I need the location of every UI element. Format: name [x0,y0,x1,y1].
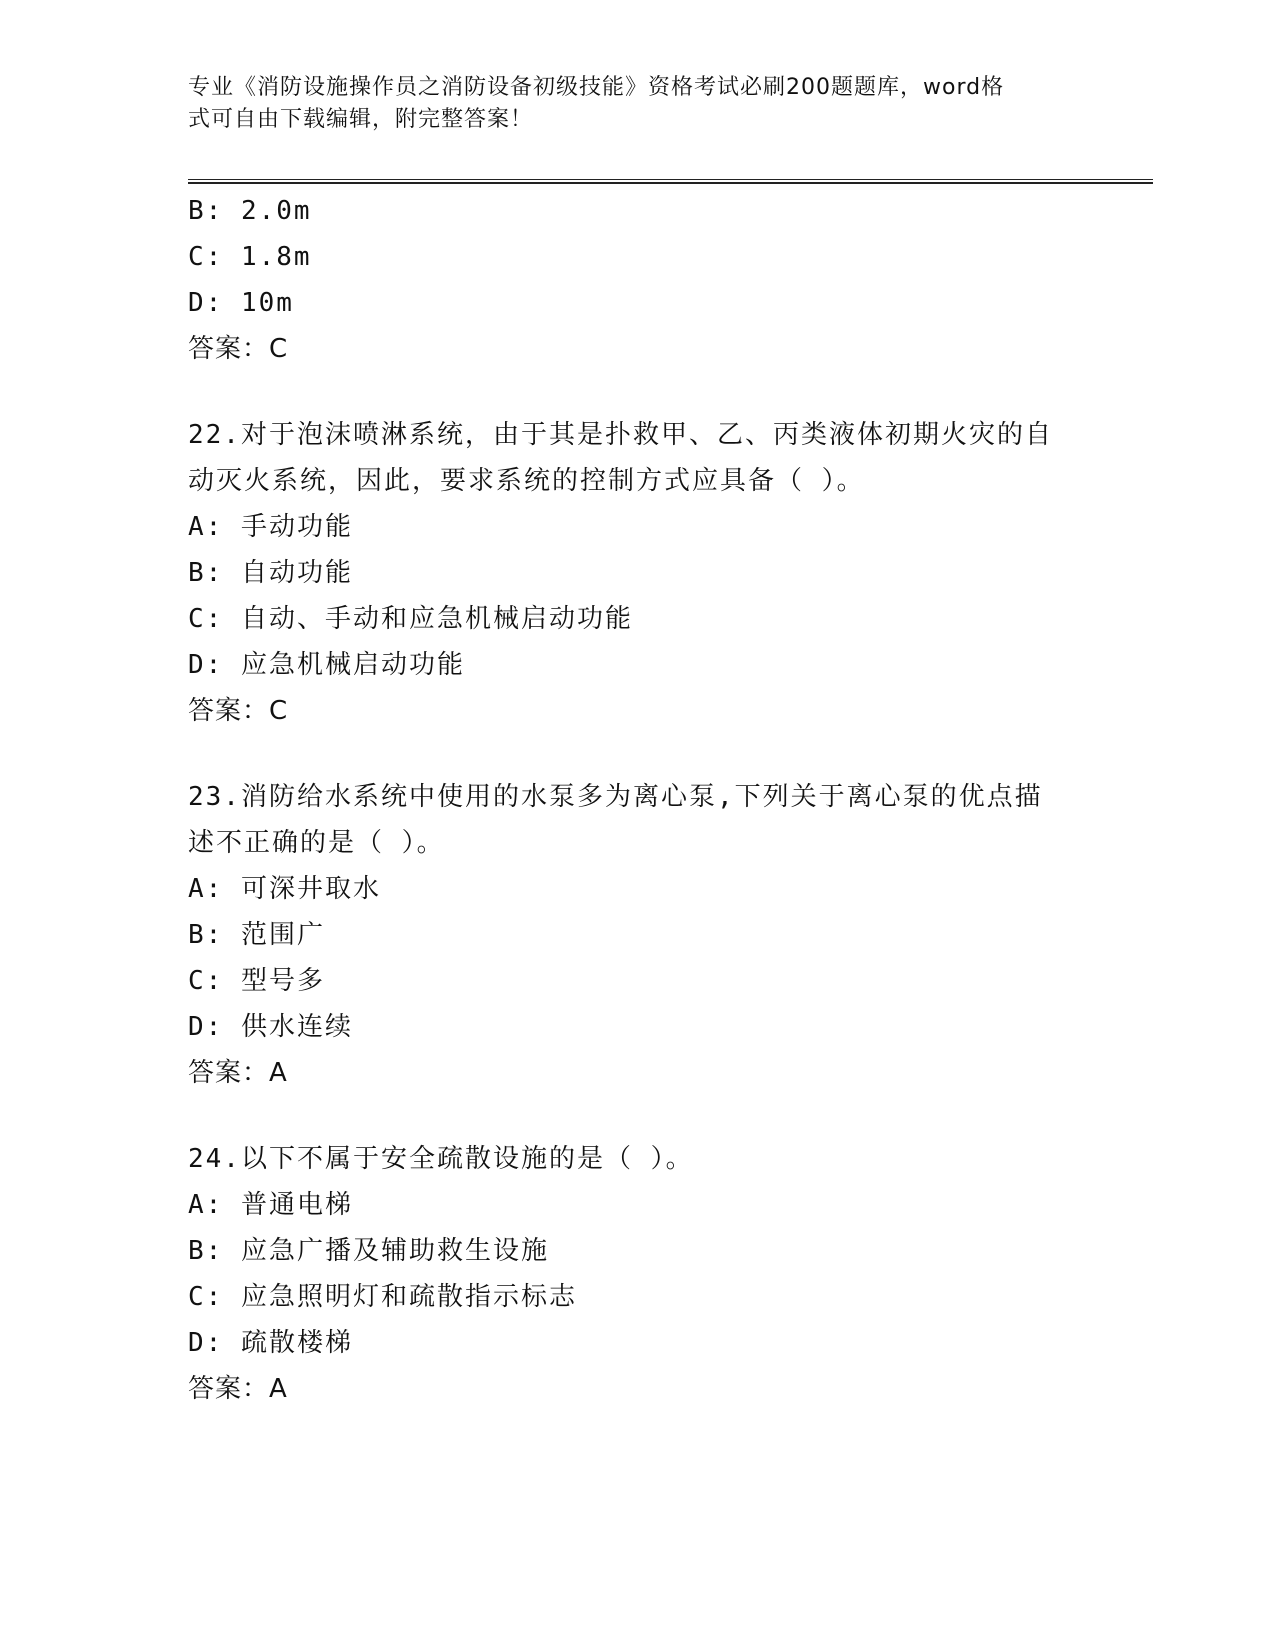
question-22 [188,412,1088,734]
answer: 答案：C [188,334,289,364]
answer: 答案：C [188,696,289,726]
option-c: C: 应急照明灯和疏散指示标志 [188,1282,577,1312]
document-header [188,72,1068,136]
question-24 [188,1136,1088,1412]
option-d: D: 疏散楼梯 [188,1328,353,1358]
option-a: A: 普通电梯 [188,1190,353,1220]
answer: 答案：A [188,1058,288,1088]
option-a: A: 可深井取水 [188,874,381,904]
option-d: D: 10m [188,288,294,318]
option-c: C: 型号多 [188,966,325,996]
option-a: A: 手动功能 [188,512,353,542]
question-stem: 22.对于泡沫喷淋系统，由于其是扑救甲、乙、丙类液体初期火灾的自 [188,420,1053,450]
question-stem-cont: 动灭火系统，因此，要求系统的控制方式应具备（ ）。 [188,466,865,496]
option-d: D: 供水连续 [188,1012,353,1042]
question-21 [188,188,1088,372]
option-b: B: 范围广 [188,920,325,950]
question-stem: 24.以下不属于安全疏散设施的是（ ）。 [188,1144,694,1174]
option-d: D: 应急机械启动功能 [188,650,465,680]
question-stem: 23.消防给水系统中使用的水泵多为离心泵,下列关于离心泵的优点描 [188,782,1043,812]
header-divider-thin [188,179,1153,180]
option-b: B: 2.0m [188,196,312,226]
option-c: C: 自动、手动和应急机械启动功能 [188,604,633,634]
question-stem-cont: 述不正确的是（ ）。 [188,828,445,858]
answer: 答案：A [188,1374,288,1404]
option-b: B: 自动功能 [188,558,353,588]
header-line-2: 式可自由下载编辑，附完整答案！ [188,107,534,132]
question-list [188,188,1088,1434]
question-23 [188,774,1088,1096]
header-divider-thick [188,182,1153,184]
header-line-1: 专业《消防设施操作员之消防设备初级技能》资格考试必刷200题题库，word格 [188,75,1005,100]
option-b: B: 应急广播及辅助救生设施 [188,1236,549,1266]
option-c: C: 1.8m [188,242,312,272]
